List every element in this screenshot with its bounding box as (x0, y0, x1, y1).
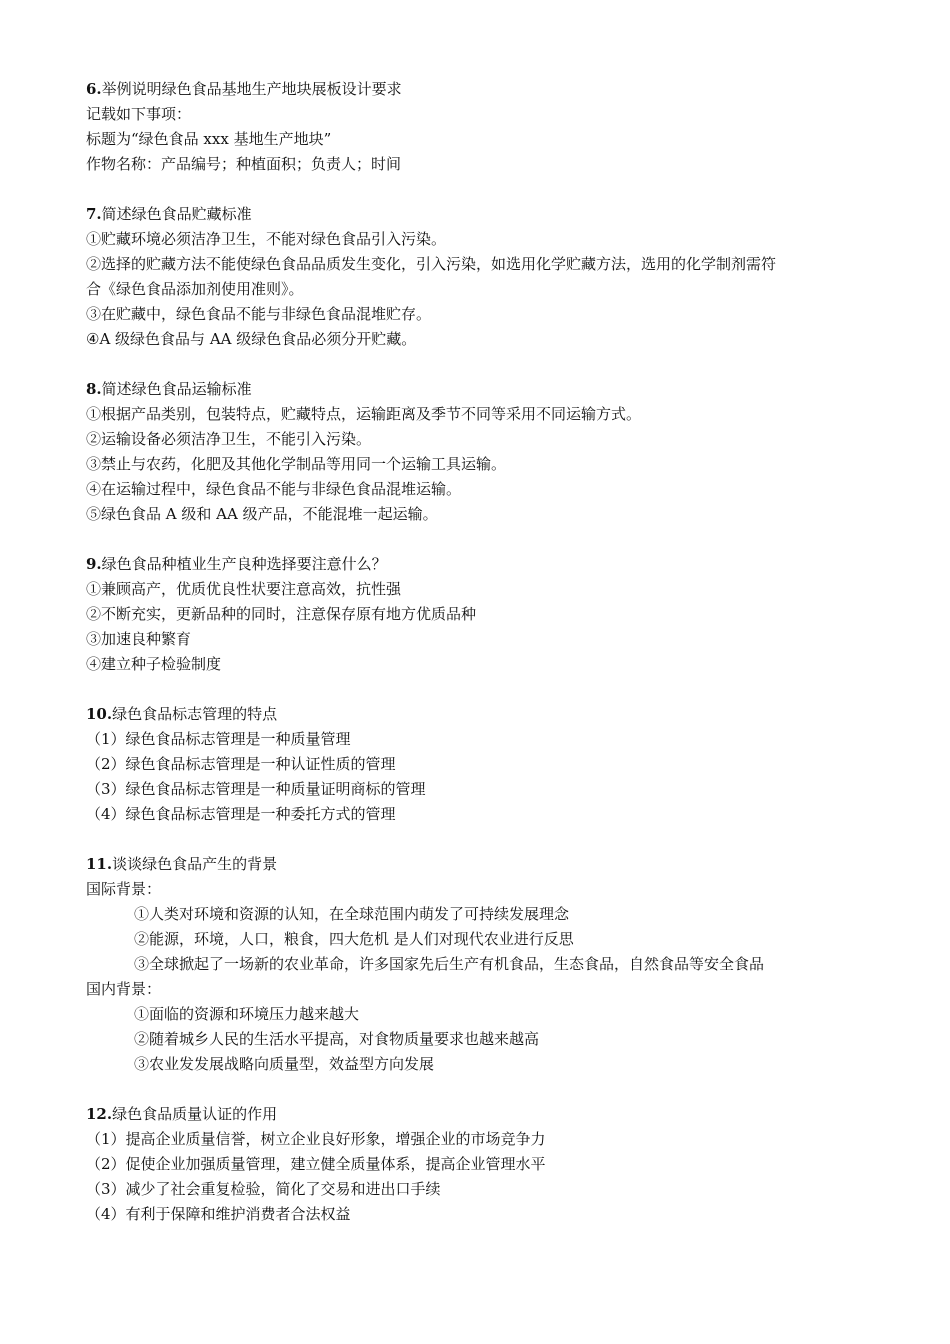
section-title: 简述绿色食品运输标准 (101, 380, 252, 398)
section-title: 绿色食品标志管理的特点 (112, 705, 278, 723)
body-line: ⑤绿色食品 A 级和 AA 级产品，不能混堆一起运输。 (86, 505, 438, 523)
body-line: ①兼顾高产，优质优良性状要注意高效，抗性强 (86, 580, 402, 598)
document-page (86, 77, 886, 1252)
section-number: 6. (86, 80, 102, 98)
section-number: 12. (86, 1105, 113, 1123)
body-line: （1）提高企业质量信誉，树立企业良好形象，增强企业的市场竞争力 (86, 1130, 546, 1148)
body-line: ②随着城乡人民的生活水平提高，对食物质量要求也越来越高 (134, 1030, 540, 1048)
body-line: （1）绿色食品标志管理是一种质量管理 (86, 730, 351, 748)
section-title: 简述绿色食品贮藏标准 (101, 205, 252, 223)
section-9 (86, 552, 886, 677)
body-line: ③加速良种繁育 (86, 630, 192, 648)
body-line: ②运输设备必须洁净卫生，不能引入污染。 (86, 430, 372, 448)
section-title: 举例说明绿色食品基地生产地块展板设计要求 (101, 80, 402, 98)
section-title: 绿色食品种植业生产良种选择要注意什么？ (101, 555, 387, 573)
section-12 (86, 1102, 886, 1227)
section-heading (86, 202, 886, 227)
body-line: （4）有利于保障和维护消费者合法权益 (86, 1205, 351, 1223)
body-line: 标题为“绿色食品 xxx 基地生产地块” (86, 130, 332, 148)
body-line: ②能源，环境，人口，粮食，四大危机 是人们对现代农业进行反思 (134, 930, 574, 948)
body-line: （2）绿色食品标志管理是一种认证性质的管理 (86, 755, 396, 773)
section-heading (86, 852, 886, 877)
subheading-domestic: 国内背景： (86, 980, 162, 998)
body-line: ③全球掀起了一场新的农业革命，许多国家先后生产有机食品，生态食品，自然食品等安全食品 (134, 955, 765, 973)
body-line: ①面临的资源和环境压力越来越大 (134, 1005, 360, 1023)
body-line: 记载如下事项： (86, 105, 192, 123)
section-title: 绿色食品质量认证的作用 (112, 1105, 278, 1123)
body-line: 合《绿色食品添加剂使用准则》。 (86, 280, 304, 298)
section-number: 8. (86, 380, 102, 398)
body-line: ④在运输过程中，绿色食品不能与非绿色食品混堆运输。 (86, 480, 462, 498)
section-8 (86, 377, 886, 527)
section-number: 10. (86, 705, 113, 723)
body-line: ③在贮藏中，绿色食品不能与非绿色食品混堆贮存。 (86, 305, 432, 323)
section-6 (86, 77, 886, 177)
body-line: ③禁止与农药，化肥及其他化学制品等用同一个运输工具运输。 (86, 455, 507, 473)
section-10 (86, 702, 886, 827)
body-line: ①人类对环境和资源的认知，在全球范围内萌发了可持续发展理念 (134, 905, 570, 923)
body-line: ④建立种子检验制度 (86, 655, 222, 673)
body-line: （4）绿色食品标志管理是一种委托方式的管理 (86, 805, 396, 823)
section-7 (86, 202, 886, 352)
subheading-international: 国际背景： (86, 880, 162, 898)
section-11 (86, 852, 886, 1077)
section-number: 9. (86, 555, 102, 573)
section-heading (86, 77, 886, 102)
section-heading (86, 377, 886, 402)
section-heading (86, 552, 886, 577)
body-line: 作物名称：产品编号；种植面积；负责人；时间 (86, 155, 402, 173)
body-line: ①贮藏环境必须洁净卫生，不能对绿色食品引入污染。 (86, 230, 447, 248)
section-heading (86, 702, 886, 727)
section-number: 7. (86, 205, 102, 223)
body-line: ①根据产品类别，包装特点，贮藏特点，运输距离及季节不同等采用不同运输方式。 (86, 405, 642, 423)
body-line: ②不断充实，更新品种的同时，注意保存原有地方优质品种 (86, 605, 477, 623)
body-line: ④A 级绿色食品与 AA 级绿色食品必须分开贮藏。 (86, 330, 417, 348)
body-line: （3）绿色食品标志管理是一种质量证明商标的管理 (86, 780, 426, 798)
section-title: 谈谈绿色食品产生的背景 (112, 855, 278, 873)
body-line: （2）促使企业加强质量管理，建立健全质量体系，提高企业管理水平 (86, 1155, 546, 1173)
body-line: ③农业发发展战略向质量型，效益型方向发展 (134, 1055, 435, 1073)
body-line: （3）减少了社会重复检验，简化了交易和进出口手续 (86, 1180, 441, 1198)
section-heading (86, 1102, 886, 1127)
section-number: 11. (86, 855, 113, 873)
body-line: ②选择的贮藏方法不能使绿色食品品质发生变化，引入污染，如选用化学贮藏方法，选用的化学制剂需符 (86, 255, 777, 273)
